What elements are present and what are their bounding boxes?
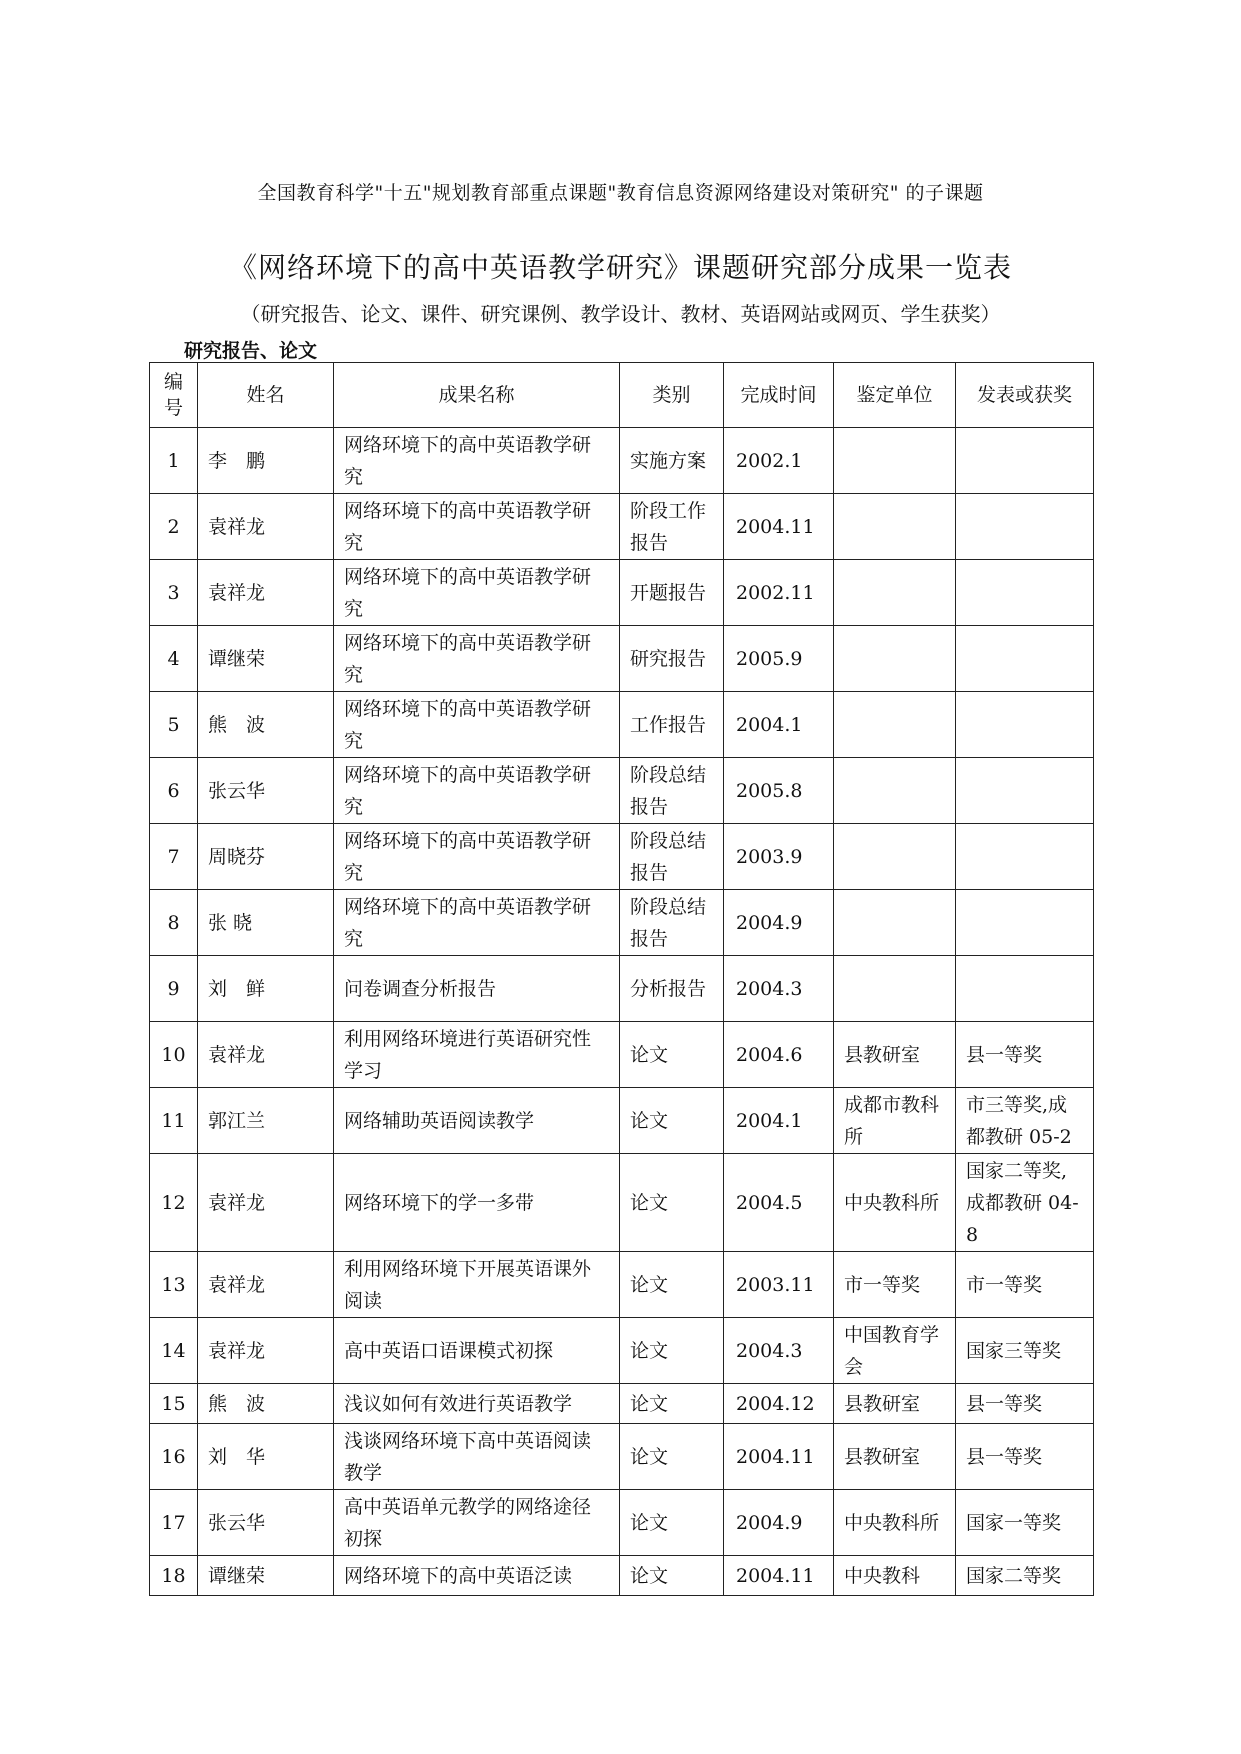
cell-award	[956, 758, 1094, 824]
cell-date: 2005.9	[724, 626, 834, 692]
cell-category: 阶段总结报告	[620, 758, 724, 824]
section-label: 研究报告、论文	[184, 340, 318, 362]
cell-num: 9	[150, 956, 198, 1022]
cell-name: 袁祥龙	[198, 1154, 334, 1252]
cell-unit: 中央教科所	[834, 1154, 956, 1252]
cell-unit	[834, 428, 956, 494]
cell-category: 论文	[620, 1384, 724, 1424]
cell-num: 7	[150, 824, 198, 890]
cell-unit	[834, 758, 956, 824]
header-unit: 鉴定单位	[834, 363, 956, 428]
cell-date: 2004.11	[724, 1424, 834, 1490]
cell-num: 18	[150, 1556, 198, 1596]
cell-name: 郭江兰	[198, 1088, 334, 1154]
table-row	[150, 890, 1094, 956]
cell-num: 15	[150, 1384, 198, 1424]
cell-unit: 市一等奖	[834, 1252, 956, 1318]
cell-category: 工作报告	[620, 692, 724, 758]
cell-title: 浅议如何有效进行英语教学	[334, 1384, 620, 1424]
table-row	[150, 494, 1094, 560]
cell-name: 刘 鲜	[198, 956, 334, 1022]
table-row	[150, 428, 1094, 494]
cell-num: 5	[150, 692, 198, 758]
cell-category: 实施方案	[620, 428, 724, 494]
cell-num: 10	[150, 1022, 198, 1088]
cell-award	[956, 890, 1094, 956]
header-title: 成果名称	[334, 363, 620, 428]
cell-date: 2004.5	[724, 1154, 834, 1252]
cell-name: 熊 波	[198, 692, 334, 758]
cell-name: 袁祥龙	[198, 1022, 334, 1088]
table-row	[150, 1424, 1094, 1490]
cell-date: 2003.11	[724, 1252, 834, 1318]
cell-date: 2004.11	[724, 494, 834, 560]
cell-category: 论文	[620, 1556, 724, 1596]
table-header-row	[150, 363, 1094, 428]
cell-category: 开题报告	[620, 560, 724, 626]
cell-unit	[834, 494, 956, 560]
cell-num: 12	[150, 1154, 198, 1252]
cell-date: 2004.1	[724, 1088, 834, 1154]
cell-date: 2004.9	[724, 890, 834, 956]
cell-name: 袁祥龙	[198, 494, 334, 560]
header-name: 姓名	[198, 363, 334, 428]
cell-category: 论文	[620, 1022, 724, 1088]
table-row	[150, 1384, 1094, 1424]
cell-num: 14	[150, 1318, 198, 1384]
cell-date: 2004.12	[724, 1384, 834, 1424]
cell-unit: 成都市教科所	[834, 1088, 956, 1154]
cell-name: 周晓芬	[198, 824, 334, 890]
table-row	[150, 1490, 1094, 1556]
table-row	[150, 692, 1094, 758]
cell-category: 阶段总结报告	[620, 824, 724, 890]
cell-num: 16	[150, 1424, 198, 1490]
cell-title: 利用网络环境下开展英语课外阅读	[334, 1252, 620, 1318]
cell-award: 国家一等奖	[956, 1490, 1094, 1556]
header-award: 发表或获奖	[956, 363, 1094, 428]
cell-title: 高中英语单元教学的网络途径初探	[334, 1490, 620, 1556]
table-row	[150, 626, 1094, 692]
cell-category: 论文	[620, 1424, 724, 1490]
cell-unit	[834, 560, 956, 626]
cell-award	[956, 956, 1094, 1022]
cell-unit: 县教研室	[834, 1022, 956, 1088]
page-subtitle: （研究报告、论文、课件、研究课例、教学设计、教材、英语网站或网页、学生获奖）	[240, 302, 1001, 326]
cell-title: 网络环境下的高中英语教学研究	[334, 692, 620, 758]
cell-date: 2003.9	[724, 824, 834, 890]
cell-date: 2002.11	[724, 560, 834, 626]
cell-unit	[834, 626, 956, 692]
cell-title: 利用网络环境进行英语研究性学习	[334, 1022, 620, 1088]
cell-name: 袁祥龙	[198, 1252, 334, 1318]
cell-name: 张云华	[198, 758, 334, 824]
cell-name: 李 鹏	[198, 428, 334, 494]
table-row	[150, 758, 1094, 824]
table-row	[150, 560, 1094, 626]
cell-category: 论文	[620, 1318, 724, 1384]
table-row	[150, 1154, 1094, 1252]
cell-award	[956, 824, 1094, 890]
cell-title: 网络环境下的高中英语教学研究	[334, 758, 620, 824]
cell-category: 分析报告	[620, 956, 724, 1022]
cell-name: 谭继荣	[198, 626, 334, 692]
cell-award: 县一等奖	[956, 1022, 1094, 1088]
cell-num: 2	[150, 494, 198, 560]
table-row	[150, 1252, 1094, 1318]
cell-unit	[834, 956, 956, 1022]
cell-title: 网络环境下的学一多带	[334, 1154, 620, 1252]
cell-title: 网络环境下的高中英语教学研究	[334, 626, 620, 692]
cell-award: 国家三等奖	[956, 1318, 1094, 1384]
cell-category: 论文	[620, 1490, 724, 1556]
cell-award	[956, 560, 1094, 626]
cell-name: 谭继荣	[198, 1556, 334, 1596]
cell-award: 市一等奖	[956, 1252, 1094, 1318]
cell-num: 3	[150, 560, 198, 626]
cell-title: 网络环境下的高中英语泛读	[334, 1556, 620, 1596]
table-row	[150, 1318, 1094, 1384]
cell-category: 阶段工作报告	[620, 494, 724, 560]
cell-category: 论文	[620, 1252, 724, 1318]
table-row	[150, 956, 1094, 1022]
cell-award: 市三等奖,成都教研 05-2	[956, 1088, 1094, 1154]
cell-title: 网络环境下的高中英语教学研究	[334, 560, 620, 626]
cell-date: 2004.6	[724, 1022, 834, 1088]
cell-name: 张 晓	[198, 890, 334, 956]
table-row	[150, 1022, 1094, 1088]
cell-award: 县一等奖	[956, 1424, 1094, 1490]
cell-date: 2004.3	[724, 1318, 834, 1384]
cell-title: 网络环境下的高中英语教学研究	[334, 494, 620, 560]
cell-title: 网络环境下的高中英语教学研究	[334, 428, 620, 494]
cell-name: 刘 华	[198, 1424, 334, 1490]
page-title: 《网络环境下的高中英语教学研究》课题研究部分成果一览表	[228, 251, 1012, 284]
cell-name: 张云华	[198, 1490, 334, 1556]
cell-num: 4	[150, 626, 198, 692]
cell-num: 17	[150, 1490, 198, 1556]
cell-title: 网络辅助英语阅读教学	[334, 1088, 620, 1154]
cell-date: 2002.1	[724, 428, 834, 494]
cell-title: 高中英语口语课模式初探	[334, 1318, 620, 1384]
cell-award: 国家二等奖	[956, 1556, 1094, 1596]
cell-category: 研究报告	[620, 626, 724, 692]
cell-category: 论文	[620, 1088, 724, 1154]
cell-num: 11	[150, 1088, 198, 1154]
cell-unit: 中国教育学会	[834, 1318, 956, 1384]
cell-award	[956, 692, 1094, 758]
header-line: 全国教育科学"十五"规划教育部重点课题"教育信息资源网络建设对策研究" 的子课题	[257, 182, 984, 204]
cell-award: 国家二等奖,成都教研 04-8	[956, 1154, 1094, 1252]
cell-award	[956, 626, 1094, 692]
cell-category: 阶段总结报告	[620, 890, 724, 956]
cell-unit: 县教研室	[834, 1384, 956, 1424]
cell-title: 网络环境下的高中英语教学研究	[334, 824, 620, 890]
cell-category: 论文	[620, 1154, 724, 1252]
cell-award	[956, 494, 1094, 560]
table-row	[150, 1088, 1094, 1154]
cell-award	[956, 428, 1094, 494]
cell-title: 网络环境下的高中英语教学研究	[334, 890, 620, 956]
cell-name: 袁祥龙	[198, 1318, 334, 1384]
cell-unit	[834, 890, 956, 956]
cell-date: 2004.9	[724, 1490, 834, 1556]
cell-unit: 中央教科	[834, 1556, 956, 1596]
cell-unit: 中央教科所	[834, 1490, 956, 1556]
cell-num: 6	[150, 758, 198, 824]
cell-date: 2004.1	[724, 692, 834, 758]
cell-title: 问卷调查分析报告	[334, 956, 620, 1022]
cell-num: 8	[150, 890, 198, 956]
header-date: 完成时间	[724, 363, 834, 428]
cell-name: 熊 波	[198, 1384, 334, 1424]
header-category: 类别	[620, 363, 724, 428]
cell-date: 2004.3	[724, 956, 834, 1022]
cell-name: 袁祥龙	[198, 560, 334, 626]
cell-date: 2004.11	[724, 1556, 834, 1596]
cell-title: 浅谈网络环境下高中英语阅读教学	[334, 1424, 620, 1490]
cell-num: 1	[150, 428, 198, 494]
cell-num: 13	[150, 1252, 198, 1318]
cell-unit	[834, 692, 956, 758]
table-row	[150, 824, 1094, 890]
cell-unit	[834, 824, 956, 890]
header-num: 编号	[150, 363, 198, 428]
cell-date: 2005.8	[724, 758, 834, 824]
cell-award: 县一等奖	[956, 1384, 1094, 1424]
results-table	[149, 362, 1094, 1596]
cell-unit: 县教研室	[834, 1424, 956, 1490]
table-row	[150, 1556, 1094, 1596]
